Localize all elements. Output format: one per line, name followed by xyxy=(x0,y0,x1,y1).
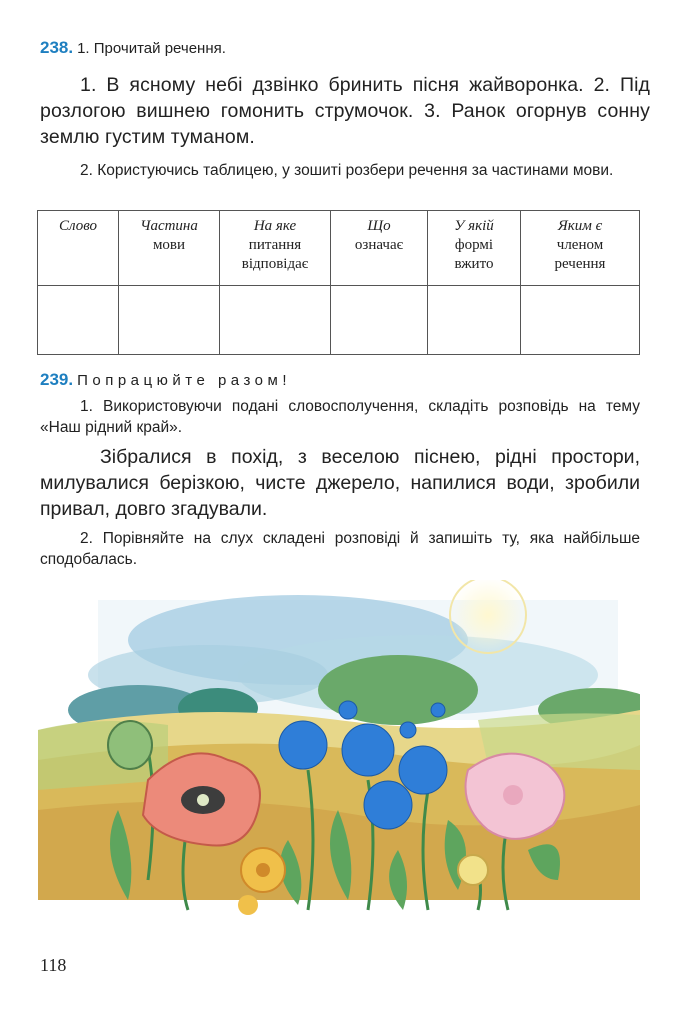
table-header-row xyxy=(38,211,640,286)
table-cell xyxy=(521,286,640,355)
task-1-text: 1. Прочитай речення. xyxy=(77,40,226,57)
exercise-239 xyxy=(40,370,640,570)
table-cell xyxy=(38,286,119,355)
parsing-table xyxy=(37,210,640,355)
task-1-text: 1. Використовуючи подані словосполучення, складіть розповідь на тему «Наш рідний край». xyxy=(40,398,640,436)
phrases-text: Зібралися в похід, з веселою піснею, рідні простори, милувалися берізкою, чисте джерело, напилися води, зробили привал, довго згадували. xyxy=(40,446,640,520)
exercise-238 xyxy=(40,38,650,181)
exercise-238-heading xyxy=(40,38,650,58)
task-2-text: 2. Користуючись таблицею, у зошиті розбери речення за частинами мови. xyxy=(80,162,614,179)
column-header: У якій формі вжито xyxy=(428,211,521,286)
exercise-number: 239. xyxy=(40,370,74,389)
page-number: 118 xyxy=(40,955,67,975)
group-work-heading: Попрацюйте разом! xyxy=(77,372,292,389)
column-header: На яке питання відповідає xyxy=(220,211,331,286)
table-cell xyxy=(428,286,521,355)
sentences-text: 1. В ясному небі дзвінко бринить пісня жайворонка. 2. Під розлогою вишнею гомонить струмочок. 3. Ранок огорнув сонну землю густим туманом. xyxy=(40,74,650,148)
table-cell xyxy=(220,286,331,355)
table-row xyxy=(38,286,640,355)
column-header: Слово xyxy=(38,211,119,286)
meadow-flowers-illustration xyxy=(38,580,640,935)
column-header: Частина мови xyxy=(119,211,220,286)
task-2-text: 2. Порівняйте на слух складені розповіді й запишіть ту, яка найбільше сподобалась. xyxy=(40,530,640,568)
exercise-number: 238. xyxy=(40,38,74,57)
table-cell xyxy=(331,286,428,355)
exercise-239-heading xyxy=(40,370,640,390)
table-cell xyxy=(119,286,220,355)
column-header: Яким є членом речення xyxy=(521,211,640,286)
column-header: Що означає xyxy=(331,211,428,286)
